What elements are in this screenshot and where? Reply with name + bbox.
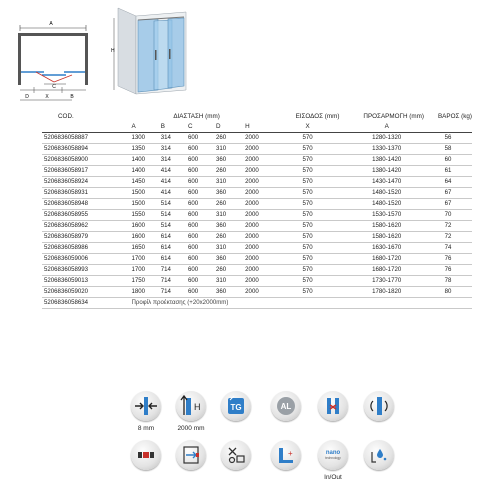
adjustment-range-icon: [176, 440, 206, 470]
subheader-h: H: [239, 122, 266, 133]
cell-b: 314: [158, 144, 184, 155]
cell-code: 5206836059020: [42, 287, 128, 298]
table-header-row: [42, 112, 472, 122]
cell-code: 5206836058894: [42, 144, 128, 155]
cell-c: 600: [184, 166, 212, 177]
cell-w: 72: [424, 232, 472, 243]
cell-a: 1600: [128, 221, 158, 232]
cell-fit: 1530-1570: [349, 210, 424, 221]
cell-code: 5206836059013: [42, 276, 128, 287]
table-row: [42, 232, 472, 243]
nano-technology-icon: [318, 440, 348, 470]
cell-code: 5206836058634: [42, 298, 128, 309]
cell-c: 600: [184, 144, 212, 155]
table-row: [42, 210, 472, 221]
cell-h: 2000: [239, 265, 266, 276]
cell-w: 72: [424, 221, 472, 232]
cell-h: 2000: [239, 144, 266, 155]
cell-fit: 1630-1670: [349, 243, 424, 254]
cell-h: 2000: [239, 210, 266, 221]
cell-d: 260: [212, 133, 239, 144]
cell-w: 58: [424, 144, 472, 155]
cell-h: 2000: [239, 188, 266, 199]
cell-d: 360: [212, 254, 239, 265]
glass-thickness-icon: [131, 391, 161, 421]
cell-x: 570: [266, 133, 350, 144]
subheader-fit-a: A: [349, 122, 424, 133]
cell-d: 360: [212, 221, 239, 232]
nano-sub-label: technology: [325, 456, 341, 460]
table-row: [42, 133, 472, 144]
table-row: [42, 177, 472, 188]
cell-b: 414: [158, 166, 184, 177]
cell-b: 614: [158, 243, 184, 254]
cell-x: 570: [266, 144, 350, 155]
table-row: [42, 265, 472, 276]
plan-label-b: B: [70, 94, 74, 100]
cell-b: 414: [158, 188, 184, 199]
cell-a: 1450: [128, 177, 158, 188]
water-drop-icon: [364, 440, 394, 470]
cell-w: 76: [424, 265, 472, 276]
table-row: [42, 221, 472, 232]
aluminium-icon: [271, 391, 301, 421]
cell-w: 78: [424, 276, 472, 287]
cell-code: 5206836058900: [42, 155, 128, 166]
cell-c: 600: [184, 199, 212, 210]
cell-b: 314: [158, 155, 184, 166]
cell-a: 1400: [128, 166, 158, 177]
tempered-glass-label: TG: [230, 403, 242, 412]
cell-w: 67: [424, 199, 472, 210]
cell-w: 56: [424, 133, 472, 144]
cell-b: 514: [158, 199, 184, 210]
cell-d: 260: [212, 166, 239, 177]
cell-a: 1400: [128, 155, 158, 166]
reversible-door-icon: [364, 391, 394, 421]
cell-code: 5206836059006: [42, 254, 128, 265]
cell-fit: 1730-1770: [349, 276, 424, 287]
plan-label-a: A: [49, 21, 53, 27]
cell-code: 5206836058962: [42, 221, 128, 232]
cutting-tools-icon: [221, 440, 251, 470]
cell-a: 1800: [128, 287, 158, 298]
cell-fit: 1480-1520: [349, 188, 424, 199]
cell-b: 614: [158, 232, 184, 243]
plan-label-x: X: [45, 94, 49, 100]
cell-c: 600: [184, 287, 212, 298]
cell-c: 600: [184, 276, 212, 287]
table-subheader-row: [42, 122, 472, 133]
cell-b: 714: [158, 265, 184, 276]
cell-d: 310: [212, 276, 239, 287]
cell-code: 5206836058931: [42, 188, 128, 199]
subheader-a: A: [128, 122, 158, 133]
extension-profile-icon: [131, 440, 161, 470]
table-row: [42, 243, 472, 254]
cell-h: 2000: [239, 276, 266, 287]
glass-thickness-caption: 8 mm: [137, 425, 155, 432]
cell-a: 1600: [128, 232, 158, 243]
table-row: [42, 276, 472, 287]
cell-b: 414: [158, 177, 184, 188]
cell-d: 310: [212, 210, 239, 221]
spec-table: [42, 112, 472, 309]
cell-fit: 1580-1620: [349, 232, 424, 243]
cell-fit: 1780-1820: [349, 287, 424, 298]
cell-x: 570: [266, 276, 350, 287]
cell-d: 360: [212, 155, 239, 166]
cell-fit: 1380-1420: [349, 166, 424, 177]
cell-fit: 1680-1720: [349, 254, 424, 265]
cell-fit: 1330-1370: [349, 144, 424, 155]
cell-d: 310: [212, 177, 239, 188]
cell-a: 1300: [128, 133, 158, 144]
cell-fit: 1480-1520: [349, 199, 424, 210]
cell-a: 1700: [128, 265, 158, 276]
wall-profile-icon: [271, 440, 301, 470]
cell-d: 260: [212, 232, 239, 243]
cell-w: 64: [424, 177, 472, 188]
height-icon-letter: H: [194, 402, 201, 412]
cell-x: 570: [266, 232, 350, 243]
cell-code: 5206836058955: [42, 210, 128, 221]
subheader-d: D: [212, 122, 239, 133]
cell-b: 314: [158, 133, 184, 144]
cell-x: 570: [266, 265, 350, 276]
header-fitting: ΠΡΟΣΑΡΜΟΓΗ (mm): [363, 113, 424, 120]
cell-x: 570: [266, 166, 350, 177]
table-row: [42, 155, 472, 166]
height-icon: [176, 391, 206, 421]
plan-label-d: D: [25, 94, 29, 100]
cell-w: 70: [424, 210, 472, 221]
cell-x: 570: [266, 199, 350, 210]
elevation-drawing: [108, 4, 190, 102]
cell-d: 260: [212, 265, 239, 276]
cell-fit: 1380-1420: [349, 155, 424, 166]
cell-x: 570: [266, 210, 350, 221]
cell-c: 600: [184, 210, 212, 221]
table-row: [42, 254, 472, 265]
cell-code: 5206836058948: [42, 199, 128, 210]
cell-d: 360: [212, 188, 239, 199]
cell-code: 5206836058887: [42, 133, 128, 144]
cell-code: 5206836058993: [42, 265, 128, 276]
cell-extension-note: Προφίλ προέκτασης (+20x2000mm): [128, 298, 472, 309]
aluminium-label: AL: [280, 402, 292, 411]
cell-x: 570: [266, 287, 350, 298]
subheader-x: X: [266, 122, 350, 133]
cell-d: 360: [212, 287, 239, 298]
cell-w: 74: [424, 243, 472, 254]
table-row: [42, 188, 472, 199]
plan-label-c: C: [52, 84, 56, 90]
cell-fit: 1680-1720: [349, 265, 424, 276]
cell-a: 1500: [128, 199, 158, 210]
cell-h: 2000: [239, 243, 266, 254]
svg-text:+: +: [288, 449, 293, 458]
header-code: COD.: [58, 113, 74, 120]
cell-code: 5206836058979: [42, 232, 128, 243]
cell-h: 2000: [239, 221, 266, 232]
cell-d: 310: [212, 144, 239, 155]
cell-a: 1700: [128, 254, 158, 265]
cell-h: 2000: [239, 199, 266, 210]
cell-fit: 1280-1320: [349, 133, 424, 144]
cell-a: 1650: [128, 243, 158, 254]
cell-x: 570: [266, 177, 350, 188]
cell-a: 1500: [128, 188, 158, 199]
subheader-b: B: [158, 122, 184, 133]
subheader-c: C: [184, 122, 212, 133]
cell-x: 570: [266, 221, 350, 232]
cell-x: 570: [266, 155, 350, 166]
cell-x: 570: [266, 243, 350, 254]
cell-h: 2000: [239, 177, 266, 188]
safety-hand-icon: [318, 391, 348, 421]
table-row: [42, 287, 472, 298]
cell-d: 260: [212, 199, 239, 210]
tempered-glass-icon: [221, 391, 251, 421]
cell-b: 614: [158, 254, 184, 265]
height-caption: 2000 mm: [177, 425, 205, 432]
cell-code: 5206836058917: [42, 166, 128, 177]
cell-b: 714: [158, 287, 184, 298]
cell-c: 600: [184, 232, 212, 243]
cell-c: 600: [184, 265, 212, 276]
cell-h: 2000: [239, 166, 266, 177]
table-body: [42, 133, 472, 309]
cell-w: 60: [424, 155, 472, 166]
nano-label: nano: [325, 450, 341, 456]
cell-c: 600: [184, 155, 212, 166]
table-row: [42, 144, 472, 155]
cell-b: 514: [158, 221, 184, 232]
reversible-caption: In/Out: [324, 474, 342, 481]
cell-d: 310: [212, 243, 239, 254]
table-row: [42, 166, 472, 177]
cell-h: 2000: [239, 133, 266, 144]
cell-c: 600: [184, 254, 212, 265]
cell-a: 1550: [128, 210, 158, 221]
cell-fit: 1580-1620: [349, 221, 424, 232]
cell-w: 76: [424, 254, 472, 265]
cell-x: 570: [266, 254, 350, 265]
cell-fit: 1430-1470: [349, 177, 424, 188]
cell-h: 2000: [239, 232, 266, 243]
cell-c: 600: [184, 133, 212, 144]
table-row-extension: [42, 298, 472, 309]
header-weight: ΒΑΡΟΣ (kg): [437, 113, 472, 120]
elevation-label-h: H: [111, 48, 115, 54]
cell-code: 5206836058924: [42, 177, 128, 188]
cell-h: 2000: [239, 287, 266, 298]
cell-h: 2000: [239, 254, 266, 265]
cell-c: 600: [184, 177, 212, 188]
header-dimensions: ΔΙΑΣΤΑΣΗ (mm): [173, 113, 220, 120]
cell-b: 514: [158, 210, 184, 221]
cell-c: 600: [184, 243, 212, 254]
cell-h: 2000: [239, 155, 266, 166]
table-row: [42, 199, 472, 210]
cell-c: 600: [184, 221, 212, 232]
cell-code: 5206836058986: [42, 243, 128, 254]
cell-w: 80: [424, 287, 472, 298]
header-entrance: ΕΙΣΟΔΟΣ (mm): [295, 113, 340, 120]
cell-w: 61: [424, 166, 472, 177]
cell-a: 1350: [128, 144, 158, 155]
cell-a: 1750: [128, 276, 158, 287]
plan-view-diagram: [14, 20, 106, 110]
cell-w: 67: [424, 188, 472, 199]
cell-c: 600: [184, 188, 212, 199]
cell-b: 714: [158, 276, 184, 287]
cell-x: 570: [266, 188, 350, 199]
